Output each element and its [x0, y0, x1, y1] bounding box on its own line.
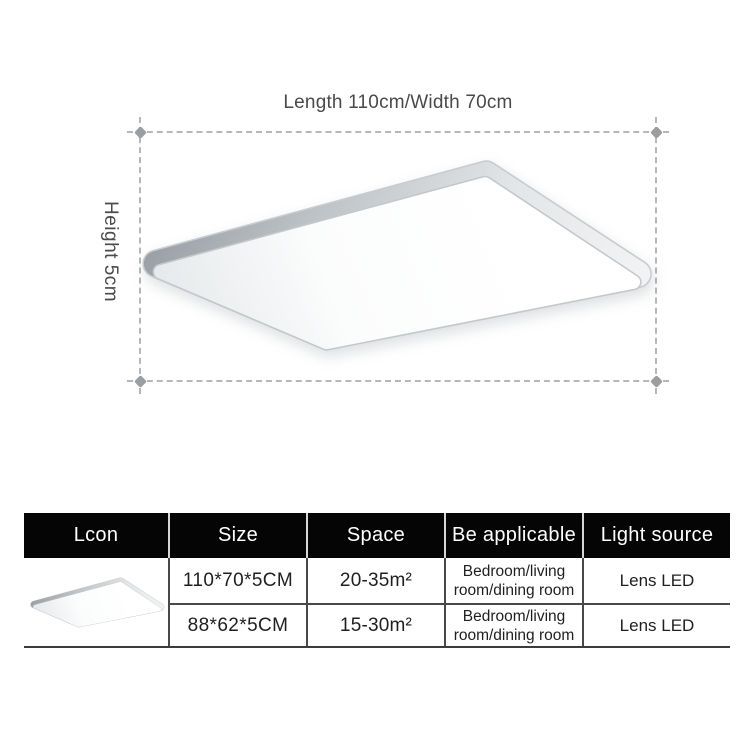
dimension-marker	[650, 126, 663, 139]
header-icon: Lcon	[73, 524, 119, 546]
table-cell-applicable: Bedroom/living room/dining room	[444, 603, 582, 646]
header-space: Space	[306, 513, 444, 558]
dimension-marker	[134, 375, 147, 388]
dimension-marker	[134, 126, 147, 139]
header-size: Size	[168, 513, 306, 558]
dimension-marker	[650, 375, 663, 388]
ceiling-lamp-image-large	[126, 156, 658, 356]
header-be-applicable: Be applicable	[444, 513, 582, 558]
table-cell-light-source: Lens LED	[582, 558, 730, 603]
ceiling-lamp-image-small	[26, 576, 166, 629]
table-cell-applicable: Bedroom/living room/dining room	[444, 558, 582, 603]
product-thumbnail-cell	[24, 558, 168, 646]
table-cell-space: 15-30m²	[306, 603, 444, 646]
table-cell-light-source: Lens LED	[582, 603, 730, 646]
spec-table	[24, 513, 730, 648]
header-light-source: Light source	[582, 513, 730, 558]
width-dimension-line	[127, 380, 669, 382]
spec-table-header-row	[24, 513, 730, 558]
table-cell-size: 110*70*5CM	[168, 558, 306, 603]
length-dimension-line	[127, 131, 669, 133]
length-width-label: Length 110cm/Width 70cm	[283, 92, 513, 113]
height-label: Height 5cm	[100, 201, 121, 303]
table-cell-size: 88*62*5CM	[168, 603, 306, 646]
spec-table-body	[24, 558, 730, 648]
table-cell-space: 20-35m²	[306, 558, 444, 603]
